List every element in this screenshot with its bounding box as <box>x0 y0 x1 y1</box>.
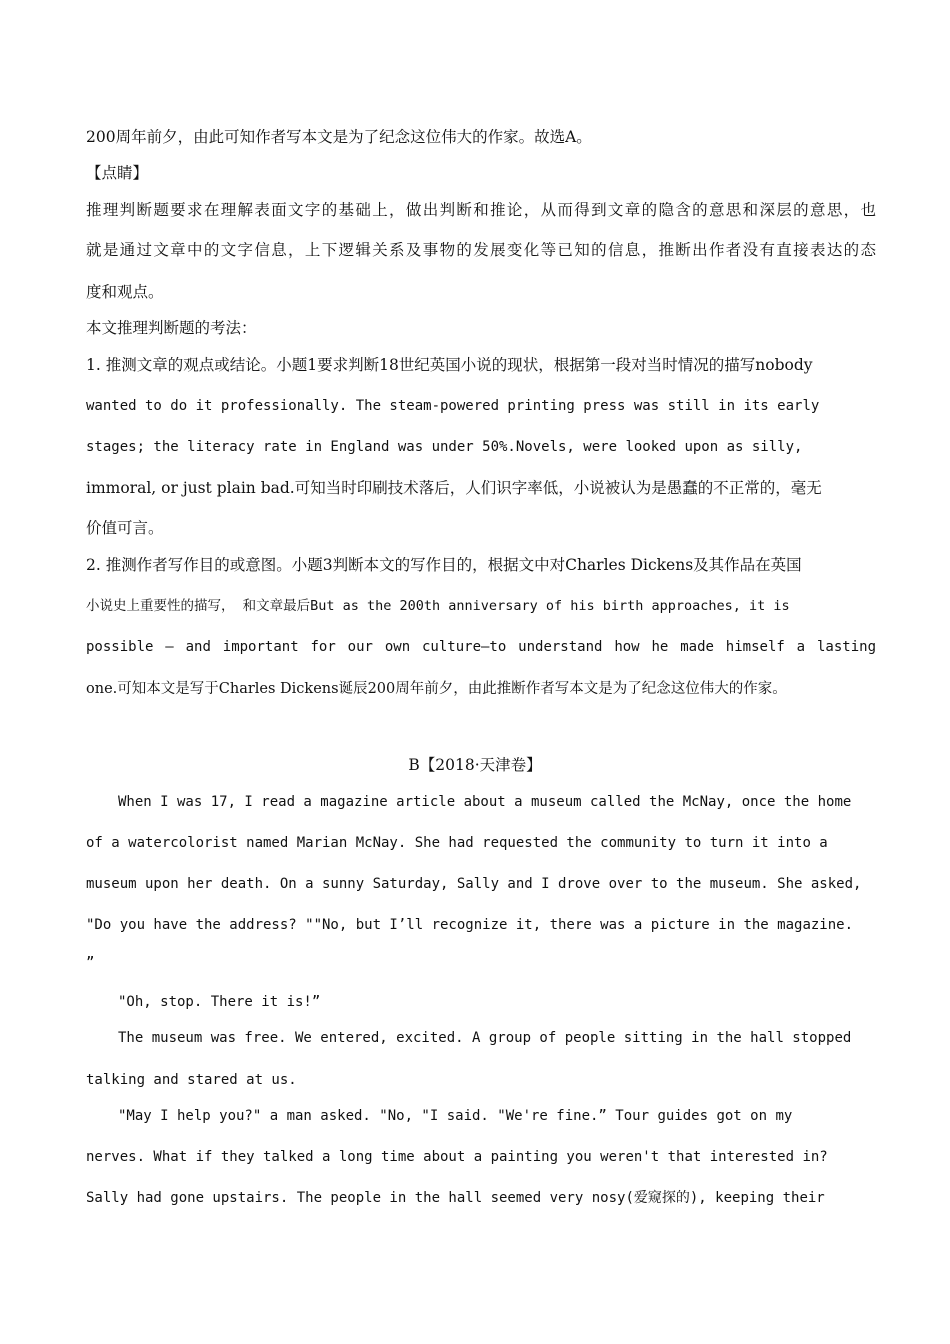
passage-paragraph: The museum was free. We entered, excited. A group of people sitting in the hall stopped <box>118 1030 852 1046</box>
text-line: 200周年前夕，由此可知作者写本文是为了纪念这位伟大的作家。故选A。 <box>86 128 592 146</box>
passage-paragraph: "Oh, stop. There it is!” <box>118 994 321 1010</box>
text-line: 推理判断题要求在理解表面文字的基础上，做出判断和推论，从而得到文章的隐含的意思和深层的意思，也 <box>86 201 876 219</box>
text-line: 小说史上重要性的描写， 和文章最后But as the 200th anniversary of his birth approaches, it is <box>86 598 790 614</box>
passage-paragraph: "May I help you?" a man asked. "No, "I said. "We're fine.” Tour guides got on my <box>118 1108 793 1124</box>
text-line: possible — and important for our own culture—to understand how he made himself a lasting <box>86 639 876 655</box>
text-line: 度和观点。 <box>86 283 164 301</box>
passage-line: "Do you have the address? ""No, but I’ll recognize it, there was a picture in the magazine. <box>86 917 854 933</box>
text-line: 就是通过文章中的文字信息，上下逻辑关系及事物的发展变化等已知的信息，推断出作者没有直接表达的态 <box>86 241 876 259</box>
text-line: 本文推理判断题的考法： <box>86 319 257 337</box>
passage-line: museum upon her death. On a sunny Saturday, Sally and I drove over to the museum. She asked, <box>86 876 862 892</box>
passage-line: Sally had gone upstairs. The people in the hall seemed very nosy(爱窥探的), keeping their <box>86 1190 825 1206</box>
passage-line: ” <box>86 955 95 971</box>
text-line: one.可知本文是写于Charles Dickens诞辰200周年前夕，由此推断作者写本文是为了纪念这位伟大的作家。 <box>86 681 787 697</box>
passage-line: nerves. What if they talked a long time about a painting you weren't that interested in? <box>86 1149 828 1165</box>
text-line: wanted to do it professionally. The steam-powered printing press was still in its early <box>86 398 820 414</box>
passage-line: of a watercolorist named Marian McNay. She had requested the community to turn it into a <box>86 835 828 851</box>
text-line: immoral, or just plain bad.可知当时印刷技术落后，人们识字率低，小说被认为是愚蠢的不正常的，毫无 <box>86 479 822 497</box>
text-line: stages; the literacy rate in England was under 50%.Novels, were looked upon as silly, <box>86 439 803 455</box>
passage-line: talking and stared at us. <box>86 1072 297 1088</box>
text-line: 1. 推测文章的观点或结论。小题1要求判断18世纪英国小说的现状，根据第一段对当时情况的描写nobody <box>86 356 813 374</box>
text-line: 2. 推测作者写作目的或意图。小题3判断本文的写作目的，根据文中对Charles Dickens及其作品在英国 <box>86 556 802 574</box>
passage-title: B【2018·天津卷】 <box>408 756 542 774</box>
section-heading: 【点睛】 <box>86 164 149 182</box>
passage-paragraph: When I was 17, I read a magazine article about a museum called the McNay, once the home <box>118 794 852 810</box>
text-line: 价值可言。 <box>86 519 164 537</box>
